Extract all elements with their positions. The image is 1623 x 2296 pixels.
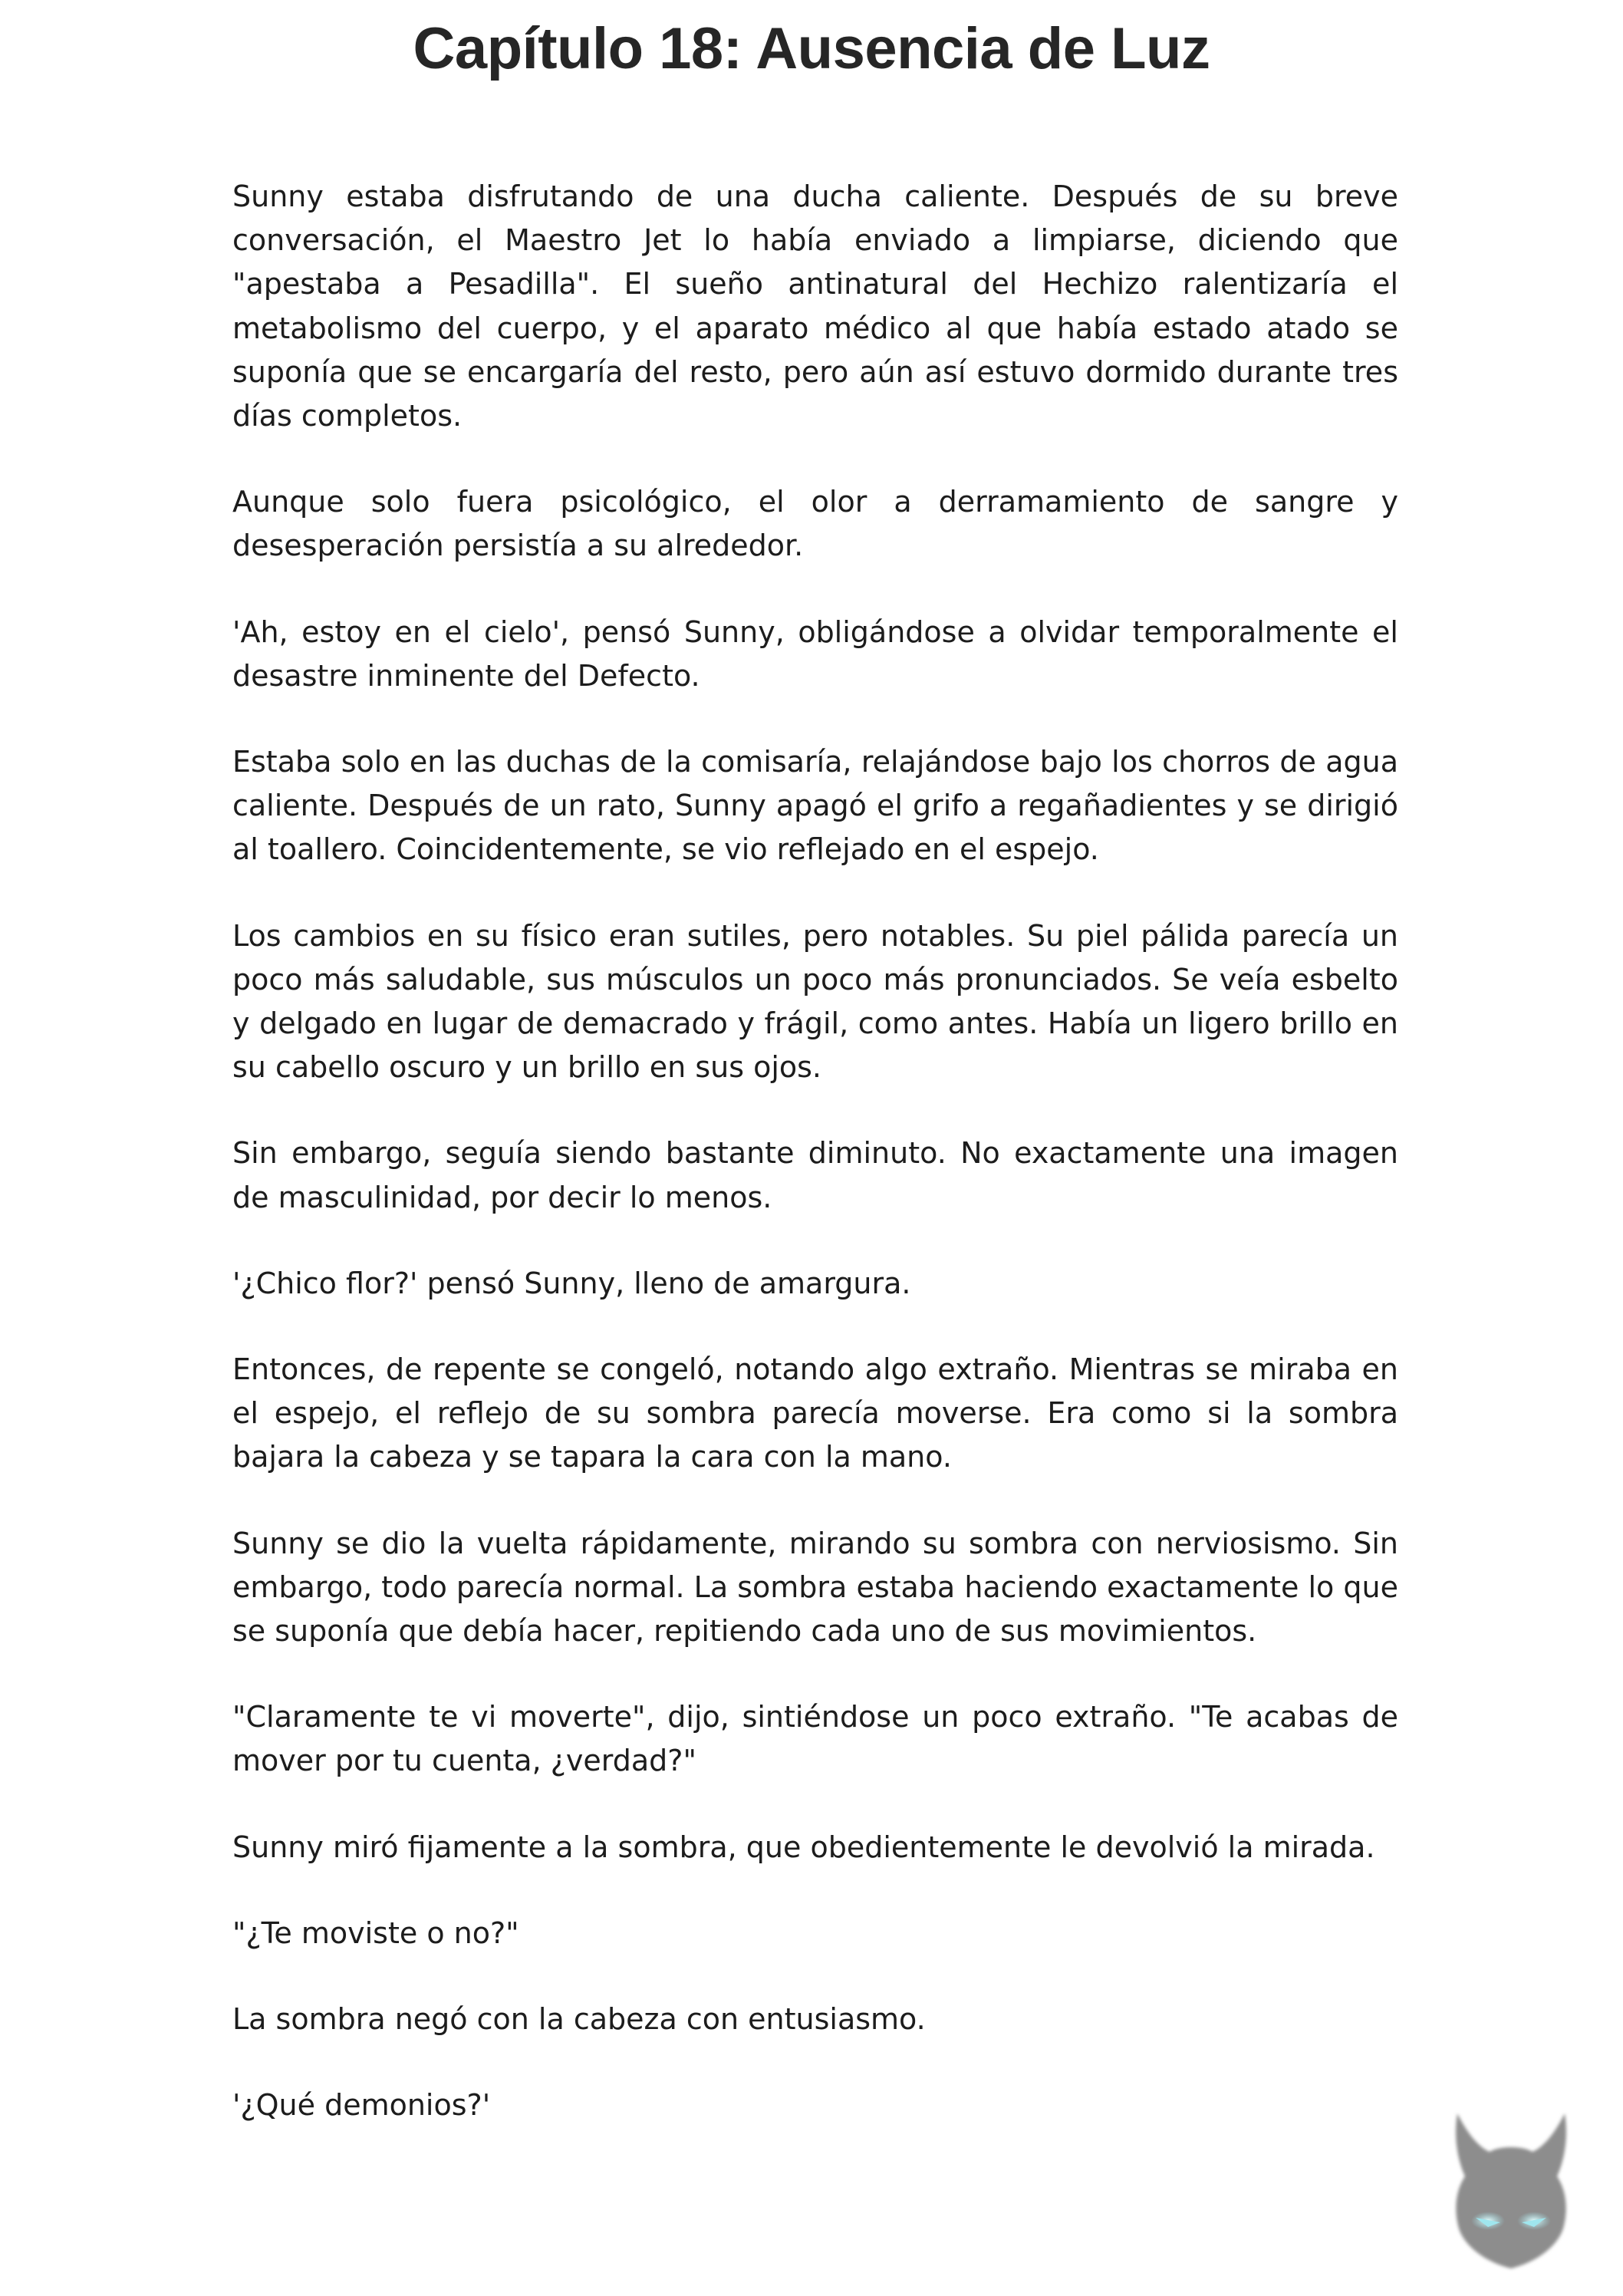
paragraph: Los cambios en su físico eran sutiles, pero notables. Su piel pálida parecía un poco más saludable, sus músculos un poco más pronunciados. Se veía esbelto y delgado en lugar de demacrado y frágil, como antes. Había un ligero brillo en su cabello oscuro y un brillo en sus ojos. <box>232 918 1398 1085</box>
paragraph: Estaba solo en las duchas de la comisaría, relajándose bajo los chorros de agua caliente. Después de un rato, Sunny apagó el grifo a regañadientes y se dirigió al toallero. Coincidentemente, se vio reflejado en el espejo. <box>232 745 1398 867</box>
demon-head-shape <box>1456 2113 1566 2268</box>
chapter-body <box>232 175 1398 2170</box>
paragraph: Aunque solo fuera psicológico, el olor a derramamiento de sangre y desesperación persistía a su alrededor. <box>232 485 1398 563</box>
paragraph: 'Ah, estoy en el cielo', pensó Sunny, obligándose a olvidar temporalmente el desastre inminente del Defecto. <box>232 614 1398 693</box>
paragraph: Sin embargo, seguía siendo bastante diminuto. No exactamente una imagen de masculinidad, por decir lo menos. <box>232 1136 1398 1214</box>
paragraph: "¿Te moviste o no?" <box>232 1916 519 1950</box>
demon-head-icon <box>1442 2106 1580 2275</box>
paragraph: Sunny miró fijamente a la sombra, que obedientemente le devolvió la mirada. <box>232 1830 1375 1864</box>
chapter-title: Capítulo 18: Ausencia de Luz <box>413 16 1210 81</box>
paragraph: Entonces, de repente se congeló, notando algo extraño. Mientras se miraba en el espejo, el reflejo de su sombra parecía moverse. Era como si la sombra bajara la cabeza y se tapara la cara con la mano. <box>232 1352 1398 1474</box>
paragraph: La sombra negó con la cabeza con entusiasmo. <box>232 2002 926 2037</box>
paragraph: "Claramente te vi moverte", dijo, sintiéndose un poco extraño. "Te acabas de mover por tu cuenta, ¿verdad?" <box>232 1700 1398 1778</box>
paragraph: '¿Qué demonios?' <box>232 2088 491 2123</box>
paragraph: Sunny estaba disfrutando de una ducha caliente. Después de su breve conversación, el Maestro Jet lo había enviado a limpiarse, diciendo que "apestaba a Pesadilla". El sueño antinatural del Hechizo ralentizaría el metabolismo del cuerpo, y el aparato médico al que había estado atado se suponía que se encargaría del resto, pero aún así estuvo dormido durante tres días completos. <box>232 180 1398 433</box>
paragraph: Sunny se dio la vuelta rápidamente, mirando su sombra con nerviosismo. Sin embargo, todo parecía normal. La sombra estaba haciendo exactamente lo que se suponía que debía hacer, repitiendo cada uno de sus movimientos. <box>232 1526 1398 1649</box>
paragraph: '¿Chico flor?' pensó Sunny, lleno de amargura. <box>232 1266 911 1300</box>
